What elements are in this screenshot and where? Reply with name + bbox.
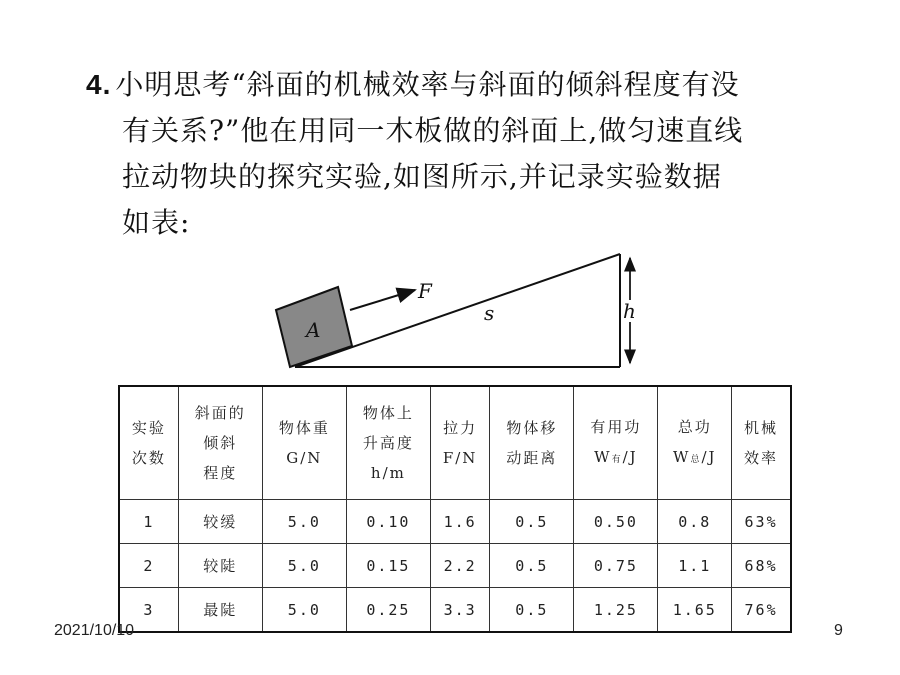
header-weight: 物体重 G/N bbox=[262, 386, 346, 500]
table-header-row bbox=[119, 386, 791, 500]
header-useful-work: 有用功 W有/J bbox=[574, 386, 658, 500]
question-line-3: 拉动物块的探究实验,如图所示,并记录实验数据 bbox=[122, 160, 722, 193]
block-label: A bbox=[306, 318, 321, 342]
page-number: 9 bbox=[834, 622, 843, 639]
force-label: F bbox=[418, 279, 432, 303]
height-label: h bbox=[623, 299, 636, 323]
header-distance: 物体移 动距离 bbox=[490, 386, 574, 500]
question-line-1: 4. 小明思考“斜面的机械效率与斜面的倾斜程度有没 bbox=[86, 68, 740, 101]
header-trial: 实验 次数 bbox=[119, 386, 178, 500]
incline-diagram bbox=[270, 248, 650, 373]
question-line-2: 有关系?”他在用同一木板做的斜面上,做匀速直线 bbox=[122, 114, 744, 147]
table-row: 2 较陡 5.0 0.15 2.2 0.5 0.75 1.1 68% bbox=[119, 544, 791, 588]
table-row: 1 较缓 5.0 0.10 1.6 0.5 0.50 0.8 63% bbox=[119, 500, 791, 544]
force-arrow bbox=[350, 290, 415, 310]
question-line-4: 如表: bbox=[122, 206, 191, 239]
experiment-table bbox=[118, 385, 792, 633]
footer-date: 2021/10/10 bbox=[54, 622, 135, 639]
header-total-work: 总功 W总/J bbox=[658, 386, 732, 500]
header-height: 物体上 升高度 h/m bbox=[346, 386, 430, 500]
question-text bbox=[86, 62, 826, 246]
table-row: 3 最陡 5.0 0.25 3.3 0.5 1.25 1.65 76% bbox=[119, 588, 791, 633]
question-number: 4. bbox=[86, 69, 112, 100]
header-force: 拉力 F/N bbox=[430, 386, 489, 500]
distance-label: s bbox=[484, 301, 495, 325]
header-efficiency: 机械 效率 bbox=[732, 386, 791, 500]
header-incline: 斜面的 倾斜 程度 bbox=[178, 386, 262, 500]
